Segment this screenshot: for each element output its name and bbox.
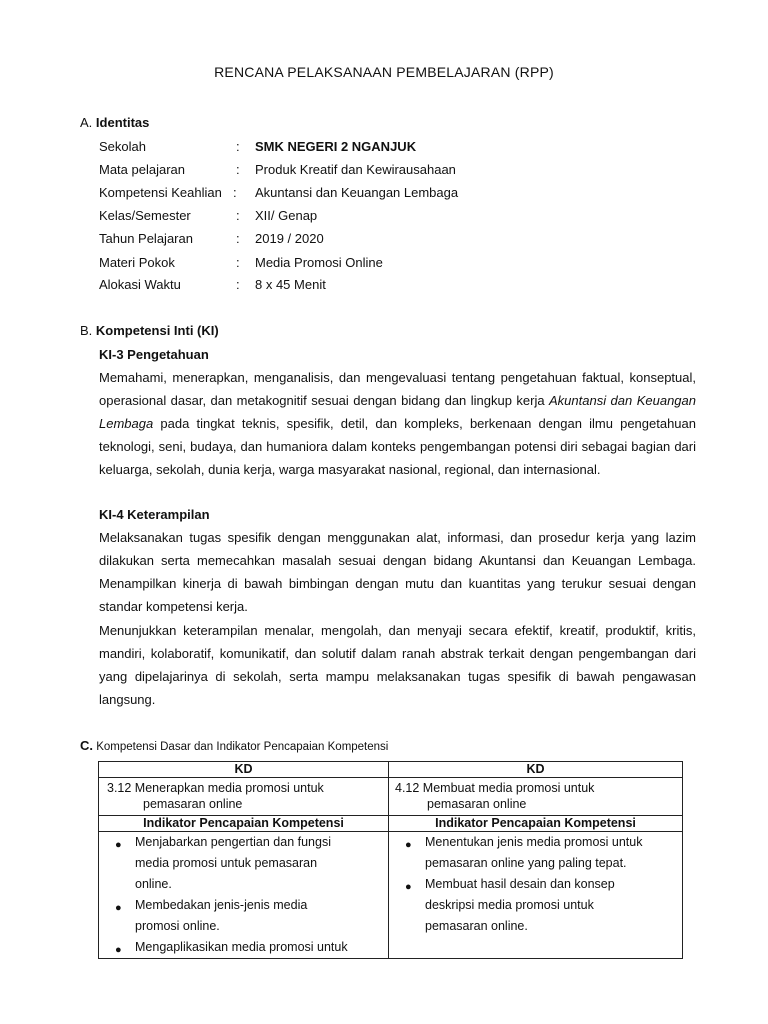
section-c-letter: C. — [80, 738, 93, 753]
identity-value: Produk Kreatif dan Kewirausahaan — [255, 162, 456, 177]
ipk-left-item3-line1: Mengaplikasikan media promosi untuk — [135, 940, 348, 954]
identity-colon: : — [236, 162, 240, 177]
ipk-header-row — [99, 816, 683, 832]
identity-label: Kelas/Semester — [99, 208, 191, 223]
ipk-left-item1-line1: Menjabarkan pengertian dan fungsi — [135, 835, 331, 849]
section-c-heading — [80, 738, 388, 753]
ki3-text-italic: Akuntansi dan Keuangan Lembaga — [99, 393, 696, 431]
identity-value: 2019 / 2020 — [255, 231, 324, 246]
section-b-letter: B. — [80, 323, 93, 338]
kd-header-left: KD — [99, 762, 389, 778]
section-a-title: Identitas — [95, 115, 150, 130]
section-b-heading — [80, 323, 219, 338]
ipk-right-cell — [389, 832, 683, 959]
identity-label: Tahun Pelajaran — [99, 231, 193, 246]
identity-value: 8 x 45 Menit — [255, 277, 326, 292]
ipk-header-left: Indikator Pencapaian Kompetensi — [99, 816, 389, 832]
list-item — [105, 895, 382, 937]
identity-value: XII/ Genap — [255, 208, 318, 223]
kd-right-line1: 4.12 Membuat media promosi untuk — [395, 781, 595, 795]
kd-left-line2: pemasaran online — [143, 797, 243, 811]
ki3-text-after: pada tingkat teknis, spesifik, detil, dan kompleks, berkenaan dengan ilmu pengetahuan teknologi, seni, budaya, dan humaniora dalam konteks pengembangan potensi diri sebagai bagian dari keluarga, sekolah, dunia kerja, warga masyarakat nasional, regional, dan internasional. — [99, 416, 696, 477]
ipk-left-item2-line2: promosi online. — [135, 919, 220, 933]
kd-right-cell — [389, 778, 683, 816]
list-item — [105, 937, 382, 958]
ipk-right-item2-line2: deskripsi media promosi untuk — [425, 898, 594, 912]
section-a-letter: A. — [80, 115, 93, 130]
identity-label: Alokasi Waktu — [99, 277, 181, 292]
ki3-text-before: Memahami, menerapkan, menganalisis, dan mengevaluasi tentang pengetahuan faktual, konseptual, operasional dasar, dan metakognitif sesuai dengan bidang dan lingkup kerja — [99, 370, 696, 408]
identity-label: Sekolah — [99, 139, 146, 154]
ipk-left-item1-line3: online. — [135, 877, 172, 891]
identity-label: Kompetensi Keahlian — [99, 185, 222, 200]
kd-table — [98, 761, 683, 959]
identity-colon: : — [236, 255, 240, 270]
bullet-icon: ● — [115, 944, 122, 956]
bullet-icon: ● — [115, 902, 122, 914]
bullet-icon: ● — [405, 839, 412, 851]
identity-value: Akuntansi dan Keuangan Lembaga — [255, 185, 459, 200]
section-c-title: Kompetensi Dasar dan Indikator Pencapaian Kompetensi — [96, 741, 389, 753]
identity-colon: : — [236, 208, 240, 223]
ki3-heading: KI-3 Pengetahuan — [99, 347, 209, 362]
kd-right-line2: pemasaran online — [427, 797, 527, 811]
ipk-right-item1-line1: Menentukan jenis media promosi untuk — [425, 835, 643, 849]
kd-header-row — [99, 762, 683, 778]
ipk-left-item2-line1: Membedakan jenis-jenis media — [135, 898, 308, 912]
bullet-icon: ● — [115, 839, 122, 851]
kd-left-line1: 3.12 Menerapkan media promosi untuk — [107, 781, 324, 795]
ki3-paragraph — [99, 366, 696, 481]
kd-left-cell — [99, 778, 389, 816]
list-item — [395, 832, 676, 874]
kd-header-right: KD — [389, 762, 683, 778]
ipk-left-cell — [99, 832, 389, 959]
ipk-right-item1-line2: pemasaran online yang paling tepat. — [425, 856, 627, 870]
bullet-icon: ● — [405, 881, 412, 893]
kd-content-row — [99, 778, 683, 816]
identity-label: Mata pelajaran — [99, 162, 185, 177]
ipk-content-row — [99, 832, 683, 959]
ipk-left-item1-line2: media promosi untuk pemasaran — [135, 856, 318, 870]
section-a-heading — [80, 115, 149, 130]
document-title: RENCANA PELAKSANAAN PEMBELAJARAN (RPP) — [214, 64, 554, 80]
identity-colon: : — [236, 277, 240, 292]
identity-label: Materi Pokok — [99, 255, 175, 270]
ipk-right-item2-line3: pemasaran online. — [425, 919, 528, 933]
ipk-header-right: Indikator Pencapaian Kompetensi — [389, 816, 683, 832]
identity-colon: : — [236, 139, 240, 154]
ki4-paragraph-1: Melaksanakan tugas spesifik dengan menggunakan alat, informasi, dan prosedur kerja yang lazim dilakukan serta memecahkan masalah sesuai dengan bidang Akuntansi dan Keuangan Lembaga. Menampilkan kinerja di bawah bimbingan dengan mutu dan kuantitas yang terukur sesuai dengan standar kompetensi kerja. — [99, 530, 696, 614]
identity-colon: : — [236, 231, 240, 246]
identity-colon: : — [233, 185, 237, 200]
ipk-right-item2-line1: Membuat hasil desain dan konsep — [425, 877, 615, 891]
list-item — [105, 832, 382, 895]
ki4-heading: KI-4 Keterampilan — [99, 507, 210, 522]
ki4-paragraph-2: Menunjukkan keterampilan menalar, mengolah, dan menyaji secara efektif, kreatif, produktif, kritis, mandiri, kolaboratif, komunikatif, dan solutif dalam ranah abstrak terkait dengan pengembangan dari yang dipelajarinya di sekolah, serta mampu melaksanakan tugas spesifik di bawah pengawasan langsung. — [99, 623, 696, 707]
list-item — [395, 874, 676, 937]
identity-value: Media Promosi Online — [255, 255, 383, 270]
identity-value: SMK NEGERI 2 NGANJUK — [255, 139, 417, 154]
section-b-title: Kompetensi Inti (KI) — [95, 323, 219, 338]
